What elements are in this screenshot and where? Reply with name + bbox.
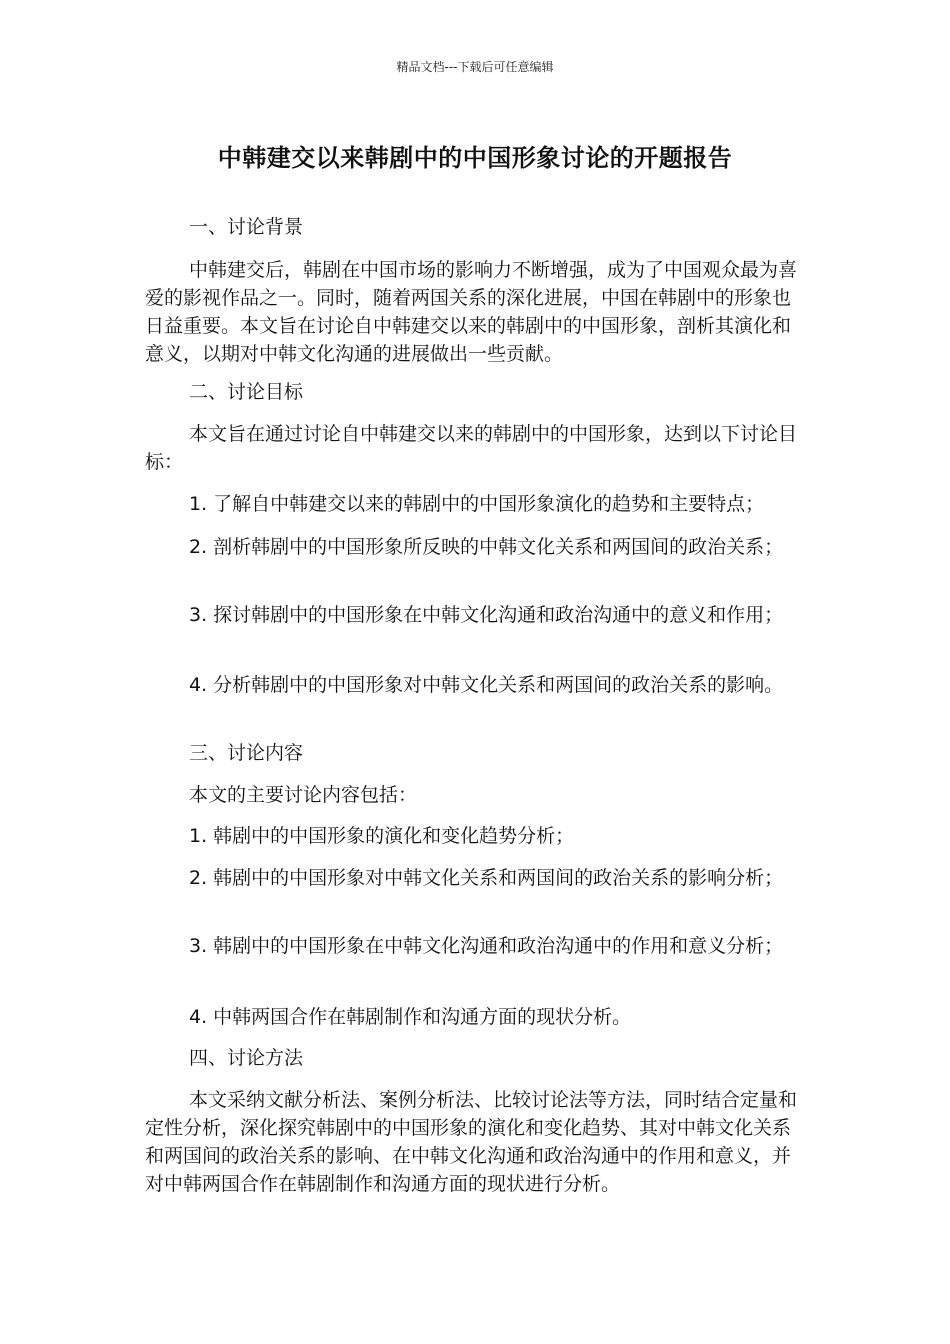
page-header: 精品文档---下载后可任意编辑: [396, 60, 554, 74]
list-item-content-2: 2. 韩剧中的中国形象对中韩文化关系和两国间的政治关系的影响分析；: [189, 867, 784, 889]
document-title: 中韩建交以来韩剧中的中国形象讨论的开题报告: [217, 144, 733, 172]
list-item-goal-2: 2. 剖析韩剧中的中国形象所反映的中韩文化关系和两国间的政治关系；: [189, 536, 784, 558]
list-item-content-4: 4. 中韩两国合作在韩剧制作和沟通方面的现状分析。: [189, 1006, 632, 1028]
paragraph-method: 本文采纳文献分析法、案例分析法、比较讨论法等方法，同时结合定量和定性分析，深化探究韩剧中的中国形象的演化和变化趋势、其对中韩文化关系和两国间的政治关系的影响、在中韩文化沟通和政治沟通中的作用和意义，并对中韩两国合作在韩剧制作和沟通方面的现状进行分析。: [145, 1089, 798, 1195]
paragraph-background: 中韩建交后，韩剧在中国市场的影响力不断增强，成为了中国观众最为喜爱的影视作品之一。同时，随着两国关系的深化进展，中国在韩剧中的形象也日益重要。本文旨在讨论自中韩建交以来的韩剧中的中国形象，剖析其演化和意义，以期对中韩文化沟通的进展做出一些贡献。: [145, 259, 798, 365]
list-item-goal-1: 1. 了解自中韩建交以来的韩剧中的中国形象演化的趋势和主要特点；: [189, 493, 765, 515]
section-heading-content: 三、讨论内容: [189, 742, 304, 764]
paragraph-content-intro: 本文的主要讨论内容包括：: [189, 784, 418, 806]
list-item-goal-3: 3. 探讨韩剧中的中国形象在中韩文化沟通和政治沟通中的意义和作用；: [189, 604, 784, 626]
paragraph-goals-intro: 本文旨在通过讨论自中韩建交以来的韩剧中的中国形象，达到以下讨论目标：: [145, 423, 798, 473]
section-heading-goals: 二、讨论目标: [189, 381, 304, 403]
list-item-goal-4: 4. 分析韩剧中的中国形象对中韩文化关系和两国间的政治关系的影响。: [189, 674, 784, 696]
section-heading-background: 一、讨论背景: [189, 216, 304, 238]
list-item-content-1: 1. 韩剧中的中国形象的演化和变化趋势分析；: [189, 825, 575, 847]
section-heading-method: 四、讨论方法: [189, 1047, 304, 1069]
list-item-content-3: 3. 韩剧中的中国形象在中韩文化沟通和政治沟通中的作用和意义分析；: [189, 935, 784, 957]
